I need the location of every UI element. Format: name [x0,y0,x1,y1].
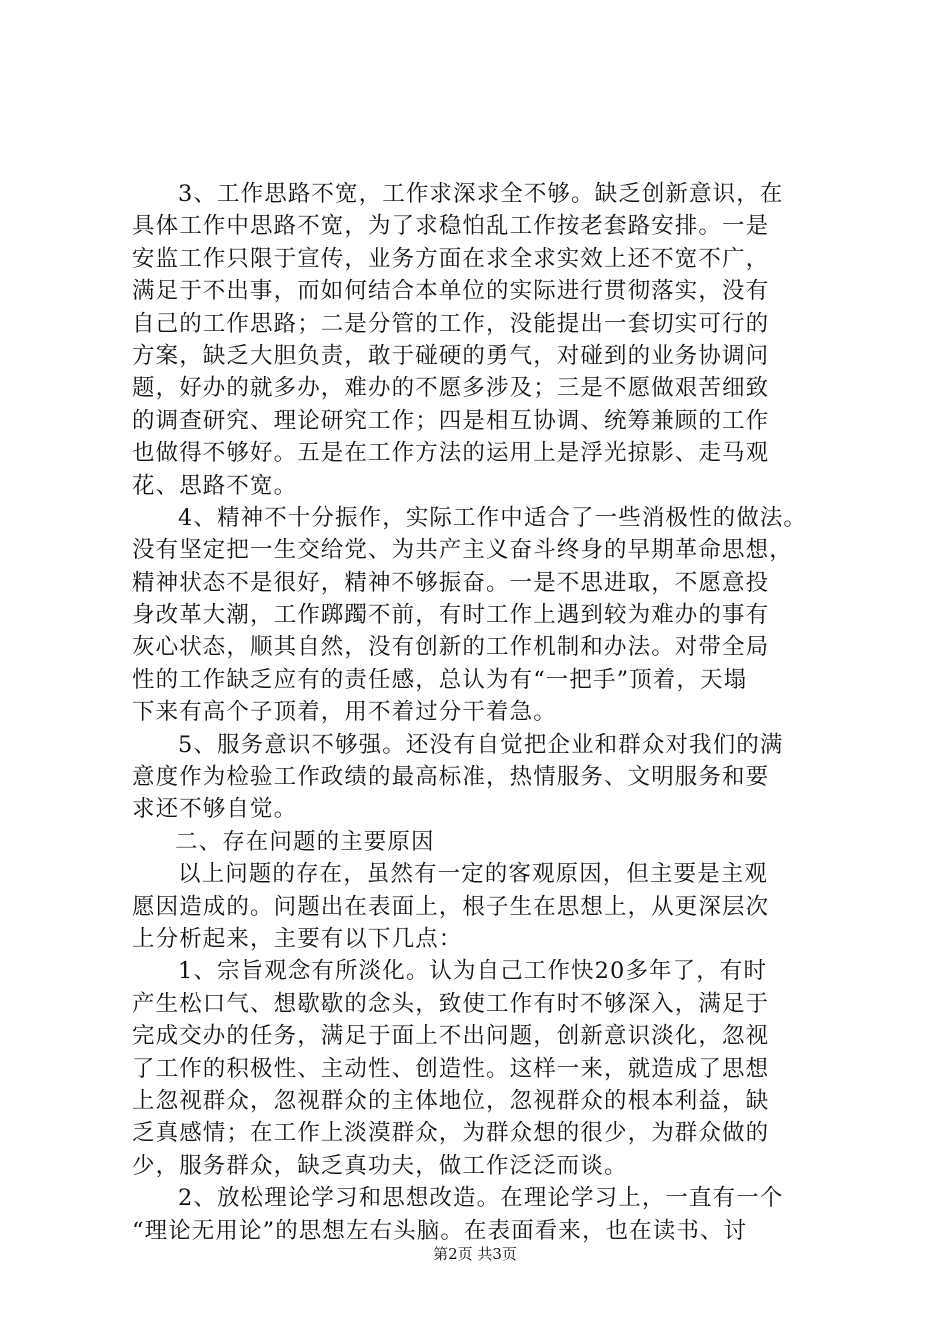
paragraph-line: 上分析起来，主要有以下几点： [132,925,463,952]
paragraph-line: 的调查研究、理论研究工作；四是相互协调、统筹兼顾的工作 [132,407,770,434]
paragraph-line: 上忽视群众，忽视群众的主体地位，忽视群众的根本利益，缺 [132,1087,770,1114]
paragraph-line: 身改革大潮，工作踯躅不前，有时工作上遇到较为难办的事有 [132,602,770,629]
paragraph-line: “理论无用论”的思想左右头脑。在表面看来，也在读书、讨 [132,1217,748,1244]
paragraph-line: 乏真感情；在工作上淡漠群众，为群众想的很少，为群众做的 [132,1120,770,1147]
paragraph-line: 自己的工作思路；二是分管的工作，没能提出一套切实可行的 [132,310,770,337]
paragraph-line: 安监工作只限于宣传，业务方面在求全求实效上还不宽不广， [132,245,770,272]
paragraph-line: 了工作的积极性、主动性、创造性。这样一来，就造成了思想 [132,1055,770,1082]
paragraph-line: 精神状态不是很好，精神不够振奋。一是不思进取，不愿意投 [132,569,770,596]
paragraph-line: 性的工作缺乏应有的责任感，总认为有“一把手”顶着，天塌 [132,666,748,693]
paragraph-line: 意度作为检验工作政绩的最高标准，热情服务、文明服务和要 [132,764,770,791]
paragraph-line: 灰心状态，顺其自然，没有创新的工作机制和办法。对带全局 [132,634,770,661]
paragraph-line: 求还不够自觉。 [132,796,298,823]
page-footer: 第2页 共3页 [433,1245,517,1263]
section-heading: 二、存在问题的主要原因 [175,828,435,855]
paragraph-line: 没有坚定把一生交给党、为共产主义奋斗终身的早期革命思想， [132,537,793,564]
paragraph-line: 4、精神不十分振作，实际工作中适合了一些消极性的做法。 [178,504,808,531]
paragraph-line: 5、服务意识不够强。还没有自觉把企业和群众对我们的满 [178,731,784,758]
paragraph-line: 完成交办的任务，满足于面上不出问题，创新意识淡化，忽视 [132,1023,770,1050]
paragraph-line: 少，服务群众，缺乏真功夫，做工作泛泛而谈。 [132,1152,628,1179]
paragraph-line: 愿因造成的。问题出在表面上，根子生在思想上，从更深层次 [132,893,770,920]
paragraph-line: 产生松口气、想歇歇的念头，致使工作有时不够深入，满足于 [132,990,770,1017]
paragraph-line: 方案，缺乏大胆负责，敢于碰硬的勇气，对碰到的业务协调问 [132,342,770,369]
paragraph-line: 3、工作思路不宽，工作求深求全不够。缺乏创新意识，在 [178,181,784,207]
paragraph-line: 也做得不够好。五是在工作方法的运用上是浮光掠影、走马观 [132,440,770,467]
document-body [132,178,832,1247]
paragraph-line: 题，好办的就多办，难办的不愿多涉及；三是不愿做艰苦细致 [132,375,770,402]
paragraph-line: 1、宗旨观念有所淡化。认为自己工作快20多年了，有时 [178,958,768,985]
paragraph-line: 具体工作中思路不宽，为了求稳怕乱工作按老套路安排。一是 [132,213,770,240]
paragraph-line: 花、思路不宽。 [132,472,298,499]
paragraph-line: 下来有高个子顶着，用不着过分干着急。 [132,699,557,726]
paragraph-line: 满足于不出事，而如何结合本单位的实际进行贯彻落实，没有 [132,278,770,305]
paragraph-line: 以上问题的存在，虽然有一定的客观原因，但主要是主观 [178,861,769,888]
paragraph-line: 2、放松理论学习和思想改造。在理论学习上，一直有一个 [178,1185,784,1212]
